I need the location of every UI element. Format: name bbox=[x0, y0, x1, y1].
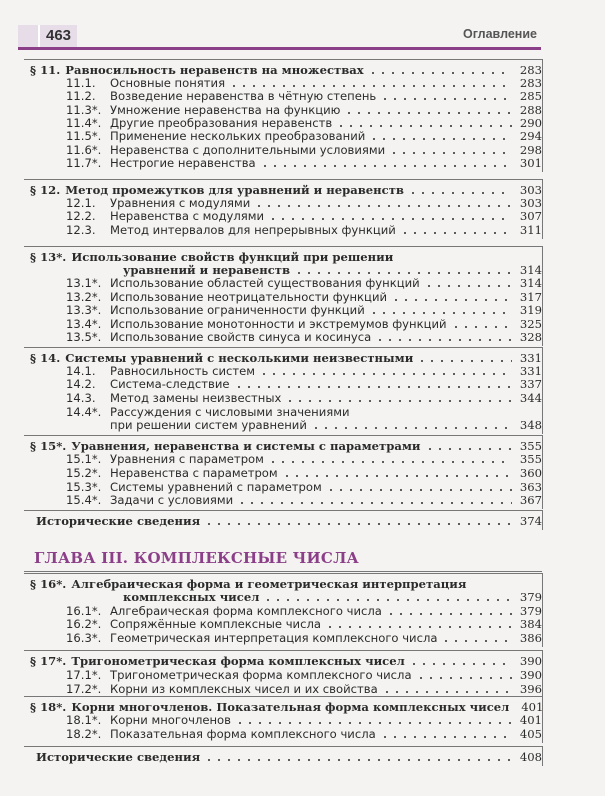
toc-entry-text: Метод промежутков для уравнений и неравенств bbox=[65, 183, 404, 197]
toc-entry-text: Алгебраическая форма и геометрическая интерпретация bbox=[71, 577, 467, 591]
toc-page-number: 384 bbox=[519, 617, 542, 631]
section-bracket bbox=[24, 510, 543, 530]
toc-entry-text: Метод интервалов для непрерывных функций bbox=[110, 223, 396, 237]
toc-entry-text: Уравнения с параметром bbox=[110, 452, 264, 466]
toc-page-number: 355 bbox=[519, 439, 542, 453]
toc-entry-number: § 14. bbox=[30, 351, 61, 365]
toc-entry-text: Возведение неравенства в чётную степень bbox=[110, 89, 377, 103]
toc-page-number: 283 bbox=[519, 76, 542, 90]
toc-page-number: 301 bbox=[519, 156, 542, 170]
section-bracket bbox=[24, 435, 543, 509]
toc-entry-text: Применение нескольких преобразований bbox=[110, 129, 366, 143]
toc-entry-text: Уравнения, неравенства и системы с параметрами bbox=[71, 439, 421, 453]
toc-entry-text: комплексных чисел bbox=[123, 590, 260, 604]
toc-entry-number: 13.2*. bbox=[66, 290, 102, 304]
toc-entry-text: Неравенства с дополнительными условиями bbox=[110, 143, 386, 157]
toc-page-number: 298 bbox=[519, 143, 542, 157]
toc-page-number: 317 bbox=[519, 290, 542, 304]
toc-entry-number: 14.4*. bbox=[66, 405, 102, 419]
section-bracket bbox=[24, 650, 543, 698]
toc-entry-text: Равносильность систем bbox=[110, 364, 255, 378]
toc-page-number: 348 bbox=[519, 418, 542, 432]
toc-page-number: 331 bbox=[519, 351, 542, 365]
toc-page-number: 319 bbox=[519, 303, 542, 317]
toc-entry-number: 13.3*. bbox=[66, 303, 102, 317]
page-number: 463 bbox=[18, 25, 77, 47]
toc-entry-number: 11.5*. bbox=[66, 129, 102, 143]
toc-entry-number: 17.1*. bbox=[66, 668, 102, 682]
toc-entry-text: Корни многочленов. Показательная форма комплексных чисел bbox=[71, 700, 510, 714]
toc-entry-number: 11.3*. bbox=[66, 103, 102, 117]
toc-entry-number: 17.2*. bbox=[66, 682, 102, 696]
toc-entry-text: Уравнения с модулями bbox=[110, 196, 251, 210]
toc-entry-text: Системы уравнений с несколькими неизвестными bbox=[65, 351, 414, 365]
toc-entry-number: 12.2. bbox=[66, 209, 96, 223]
toc-entry-text: Нестрогие неравенства bbox=[110, 156, 256, 170]
toc-entry-text: Использование неотрицательности функций bbox=[110, 290, 388, 304]
toc-entry-number: § 13*. bbox=[30, 250, 67, 264]
chapter-title: ГЛАВА III. КОМПЛЕКСНЫЕ ЧИСЛА bbox=[34, 549, 359, 567]
toc-page-number: 314 bbox=[519, 276, 542, 290]
toc-entry-number: 14.3. bbox=[66, 391, 96, 405]
toc-entry-text: при решении систем уравнений bbox=[110, 418, 307, 432]
toc-entry-text: уравнений и неравенств bbox=[123, 263, 291, 277]
toc-page-number: 344 bbox=[519, 391, 542, 405]
toc-entry-number: § 18*. bbox=[30, 700, 67, 714]
toc-entry-number: 12.1. bbox=[66, 196, 96, 210]
toc-entry-number: 15.1*. bbox=[66, 452, 102, 466]
toc-entry-number: § 16*. bbox=[30, 577, 67, 591]
toc-entry-text: Системы уравнений с параметром bbox=[110, 480, 322, 494]
toc-entry-text: Тригонометрическая форма комплексных чисел bbox=[71, 654, 405, 668]
toc-page-number: 363 bbox=[519, 480, 542, 494]
toc-entry-text: Исторические сведения bbox=[36, 750, 201, 764]
toc-page-number: 283 bbox=[519, 63, 542, 77]
toc-page-number: 307 bbox=[519, 209, 542, 223]
toc-entry-text: Рассуждения с числовыми значениями bbox=[110, 405, 350, 419]
section-bracket bbox=[24, 246, 543, 346]
toc-entry-text: Основные понятия bbox=[110, 76, 226, 90]
toc-page-number: 379 bbox=[519, 590, 542, 604]
toc-page-number: 401 bbox=[521, 700, 544, 714]
toc-entry-number: 13.4*. bbox=[66, 317, 102, 331]
toc-entry-number: 16.2*. bbox=[66, 617, 102, 631]
toc-entry-text: Корни из комплексных чисел и их свойства bbox=[110, 682, 378, 696]
chapter-rule bbox=[24, 571, 542, 572]
toc-entry-text: Неравенства с модулями bbox=[110, 209, 265, 223]
toc-page-number: 337 bbox=[519, 377, 542, 391]
toc-entry-number: § 11. bbox=[30, 63, 61, 77]
toc-entry-number: § 15*. bbox=[30, 439, 67, 453]
toc-entry-number: 11.2. bbox=[66, 89, 96, 103]
toc-entry-text: Показательная форма комплексного числа bbox=[110, 727, 376, 741]
toc-entry-number: 15.2*. bbox=[66, 466, 102, 480]
toc-page-number: 303 bbox=[519, 183, 542, 197]
toc-entry-number: 15.3*. bbox=[66, 480, 102, 494]
toc-entry-text: Умножение неравенства на функцию bbox=[110, 103, 341, 117]
toc-entry-text: Другие преобразования неравенств bbox=[110, 116, 333, 130]
toc-entry-number: 11.7*. bbox=[66, 156, 102, 170]
toc-page-number: 303 bbox=[519, 196, 542, 210]
toc-entry-text: Неравенства с параметром bbox=[110, 466, 278, 480]
toc-entry-text: Исторические сведения bbox=[36, 514, 201, 528]
toc-entry-text: Сопряжённые комплексные числа bbox=[110, 617, 321, 631]
toc-entry-text: Использование монотонности и экстремумов функций bbox=[110, 317, 447, 331]
toc-entry-number: 13.5*. bbox=[66, 330, 102, 344]
toc-page-number: 325 bbox=[519, 317, 542, 331]
toc-entry-text: Система-следствие bbox=[110, 377, 230, 391]
section-bracket bbox=[24, 746, 543, 766]
toc-entry-text: Использование ограниченности функций bbox=[110, 303, 365, 317]
toc-entry-number: 15.4*. bbox=[66, 493, 102, 507]
toc-entry-number: 13.1*. bbox=[66, 276, 102, 290]
section-bracket bbox=[24, 696, 543, 743]
toc-page-number: 374 bbox=[519, 514, 542, 528]
toc-page-number: 360 bbox=[519, 466, 542, 480]
toc-entry-number: 16.3*. bbox=[66, 631, 102, 645]
toc-entry-text: Использование свойств функций при решении bbox=[71, 250, 394, 264]
running-head: Оглавление bbox=[463, 27, 537, 41]
toc-entry-number: 12.3. bbox=[66, 223, 96, 237]
toc-page-number: 379 bbox=[519, 604, 542, 618]
toc-entry-text: Использование свойств синуса и косинуса bbox=[110, 330, 372, 344]
section-bracket bbox=[24, 179, 543, 239]
toc-page-number: 290 bbox=[519, 116, 542, 130]
toc-entry-text: Задачи с условиями bbox=[110, 493, 234, 507]
toc-page-number: 390 bbox=[519, 668, 542, 682]
toc-entry-number: 14.2. bbox=[66, 377, 96, 391]
toc-entry-number: 11.1. bbox=[66, 76, 96, 90]
toc-page-number: 311 bbox=[519, 223, 542, 237]
section-bracket bbox=[24, 59, 543, 172]
toc-entry-text: Тригонометрическая форма комплексного числа bbox=[110, 668, 412, 682]
toc-entry-number: § 12. bbox=[30, 183, 61, 197]
toc-page-number: 331 bbox=[519, 364, 542, 378]
toc-entry-text: Метод замены неизвестных bbox=[110, 391, 282, 405]
toc-entry-text: Использование областей существования функций bbox=[110, 276, 420, 290]
toc-page-number: 386 bbox=[519, 631, 542, 645]
page-header bbox=[18, 25, 541, 50]
toc-page-number: 390 bbox=[519, 654, 542, 668]
section-bracket bbox=[24, 347, 543, 434]
toc-page-number: 355 bbox=[519, 452, 542, 466]
section-bracket bbox=[24, 573, 543, 647]
toc-entry-text: Геометрическая интерпретация комплексного числа bbox=[110, 631, 438, 645]
toc-page-number: 288 bbox=[519, 103, 542, 117]
toc-page-number: 328 bbox=[519, 330, 542, 344]
toc-entry-text: Алгебраическая форма комплексного числа bbox=[110, 604, 382, 618]
toc-page-number: 405 bbox=[519, 727, 542, 741]
toc-entry-number: 18.1*. bbox=[66, 713, 102, 727]
toc-entry-number: § 17*. bbox=[30, 654, 67, 668]
toc-page-number: 396 bbox=[519, 682, 542, 696]
toc-entry-number: 11.4*. bbox=[66, 116, 102, 130]
toc-page-number: 294 bbox=[519, 129, 542, 143]
toc-page-number: 401 bbox=[519, 713, 542, 727]
toc-entry-number: 14.1. bbox=[66, 364, 96, 378]
toc-page-number: 285 bbox=[519, 89, 542, 103]
toc-entry-number: 18.2*. bbox=[66, 727, 102, 741]
toc-page-number: 408 bbox=[519, 750, 542, 764]
toc-entry-text: Равносильность неравенств на множествах bbox=[65, 63, 364, 77]
toc-entry-number: 16.1*. bbox=[66, 604, 102, 618]
toc-page-number: 314 bbox=[519, 263, 542, 277]
toc-entry-number: 11.6*. bbox=[66, 143, 102, 157]
toc-entry-text: Корни многочленов bbox=[110, 713, 231, 727]
toc-page-number: 367 bbox=[519, 493, 542, 507]
